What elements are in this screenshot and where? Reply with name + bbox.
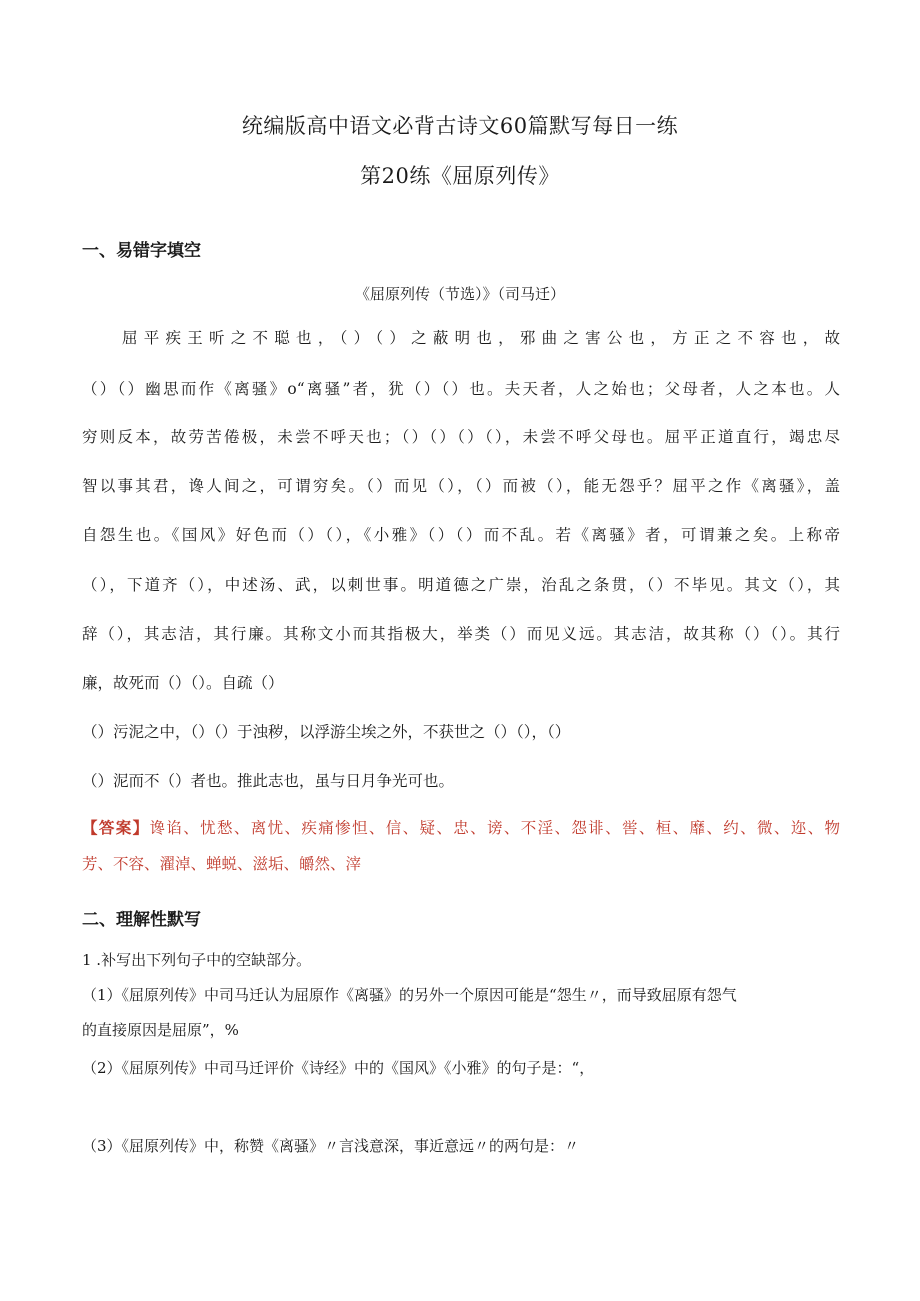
passage-subtitle: 《屈原列传（节选）》（司马迁） xyxy=(354,285,565,303)
answer-line xyxy=(82,816,840,838)
passage-line: （），下道齐（），中述汤、武，以刺世事。明道德之广崇，治乱之条贯，（）不毕见。其文（），其 xyxy=(82,576,840,594)
passage-line: （）（）幽思而作《离骚》o“离骚”者，犹（）（）也。夫天者，人之始也；父母者，人之本也。人 xyxy=(82,380,840,398)
answer-text: 谗谄、忧愁、离忧、疾痛惨怛、信、疑、忠、谤、不淫、怨诽、喾、桓、靡、约、微、迩、物 xyxy=(149,819,840,837)
passage-line: 屈平疾王听之不聪也，（）（）之蔽明也，邪曲之害公也，方正之不容也，故 xyxy=(122,329,840,347)
passage-line: 自怨生也。《国风》好色而（）（），《小雅》（）（）而不乱。若《离骚》者，可谓兼之矣。上称帝 xyxy=(82,526,840,544)
section-heading-comprehension: 二、理解性默写 xyxy=(82,910,201,930)
passage-line: 穷则反本，故劳苦倦极，未尝不呼天也；（）（）（）（），未尝不呼父母也。屈平正道直行，竭忠尽 xyxy=(82,428,840,446)
answer-tag: 【答案】 xyxy=(82,818,150,837)
passage-line: 辞（），其志洁，其行廉。其称文小而其指极大，举类（）而见义远。其志洁，故其称（）（）。其行 xyxy=(82,625,840,643)
question-3: （3）《屈原列传》中，称赞《离骚》〃言浅意深，事近意远〃的两句是：〃 xyxy=(82,1137,580,1155)
section-heading-fill-blanks: 一、易错字填空 xyxy=(82,241,201,261)
answer-text-continued: 芳、不容、濯淖、蝉蜕、滋垢、皭然、滓 xyxy=(82,855,362,873)
passage-line: （）污泥之中，（）（）于浊秽，以浮游尘埃之外，不获世之（）（），（） xyxy=(82,723,571,741)
question-1-line: 的直接原因是屈原”，% xyxy=(82,1021,239,1039)
question-intro: 1 .补写出下列句子中的空缺部分。 xyxy=(82,951,312,969)
question-1-line: （1）《屈原列传》中司马迁认为屈原作《离骚》的另外一个原因可能是“怨生〃，而导致屈原有怨气 xyxy=(82,986,737,1004)
passage-line: 智以事其君，谗人间之，可谓穷矣。（）而见（），（）而被（），能无怨乎？屈平之作《离骚》，盖 xyxy=(82,477,840,495)
lesson-title: 第20练《屈原列传》 xyxy=(360,164,560,188)
passage-line: 廉，故死而（）（）。自疏（） xyxy=(82,674,284,692)
passage-line: （）泥而不（）者也。推此志也，虽与日月争光可也。 xyxy=(82,772,455,790)
document-title: 统编版高中语文必背古诗文60篇默写每日一练 xyxy=(241,114,679,138)
question-2: （2）《屈原列传》中司马迁评价《诗经》中的《国风》《小雅》的句子是：“， xyxy=(82,1059,595,1077)
